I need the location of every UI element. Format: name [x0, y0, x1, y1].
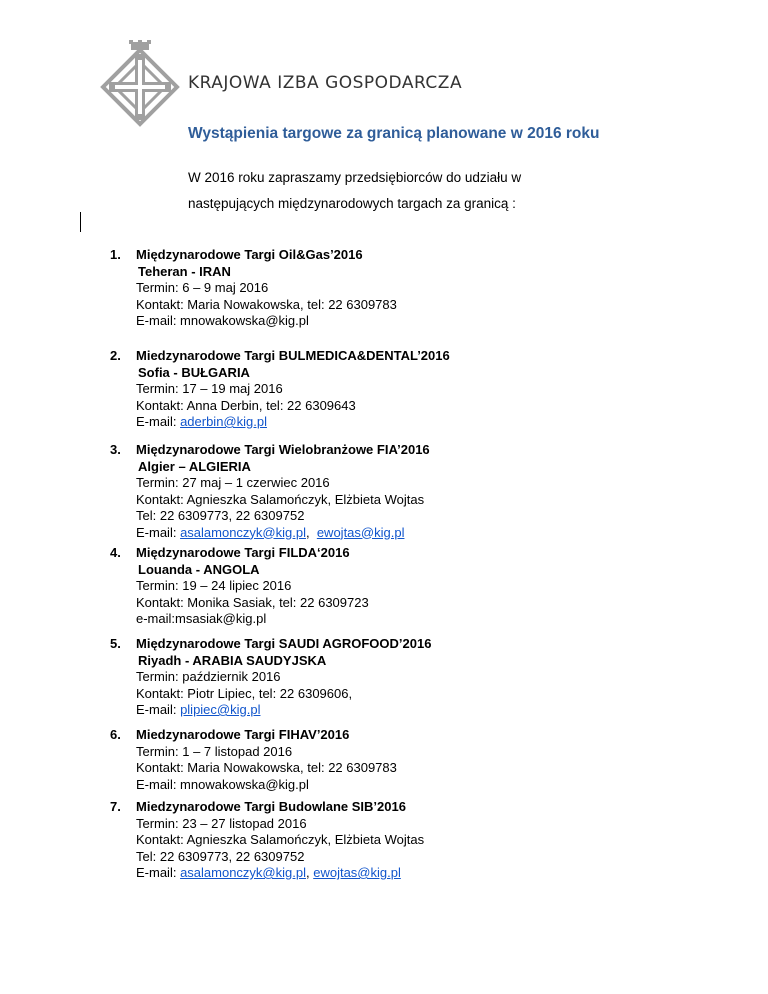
- fair-name: Międzynarodowe Targi SAUDI AGROFOOD’2016: [136, 636, 432, 651]
- email-label: E-mail:: [136, 865, 181, 880]
- fair-email: E-mail: mnowakowska@kig.pl: [136, 313, 309, 328]
- fair-city: Sofia - BUŁGARIA: [138, 364, 250, 380]
- fair-phone: Tel: 22 6309773, 22 6309752: [136, 508, 305, 523]
- email-separator: ,: [305, 524, 317, 540]
- page-title: Wystąpienia targowe za granicą planowane w 2016 roku: [188, 125, 600, 142]
- fair-contact: Kontakt: Agnieszka Salamończyk, Elżbieta Wojtas: [136, 491, 425, 507]
- fair-name: Miedzynarodowe Targi FIHAV’2016: [136, 727, 350, 742]
- fair-name: Międzynarodowe Targi Wielobranżowe FIA’2016: [136, 442, 430, 457]
- email-link[interactable]: plipiec@kig.pl: [180, 702, 261, 717]
- item-number: 5.: [110, 636, 121, 651]
- fair-contact: Kontakt: Anna Derbin, tel: 22 6309643: [136, 397, 356, 413]
- fair-name: Międzynarodowe Targi Oil&Gas’2016: [136, 247, 363, 262]
- fair-email: E-mail: mnowakowska@kig.pl: [136, 776, 309, 792]
- fair-name: Miedzynarodowe Targi BULMEDICA&DENTAL’2016: [136, 348, 450, 363]
- email-link-2[interactable]: ewojtas@kig.pl: [313, 865, 401, 880]
- fair-city: Riyadh - ARABIA SAUDYJSKA: [138, 652, 327, 668]
- fair-email: [136, 414, 450, 431]
- email-label: E-mail:: [136, 524, 181, 540]
- fair-date: Termin: październik 2016: [136, 669, 281, 684]
- text-cursor: [80, 212, 81, 232]
- organization-name: KRAJOWA IZBA GOSPODARCZA: [188, 73, 463, 93]
- fair-name: Miedzynarodowe Targi Budowlane SIB’2016: [136, 799, 406, 814]
- fair-date: Termin: 17 – 19 maj 2016: [136, 381, 283, 396]
- fair-date: Termin: 19 – 24 lipiec 2016: [136, 578, 292, 593]
- fair-name: Międzynarodowe Targi FILDA‘2016: [136, 545, 350, 560]
- fair-date: Termin: 23 – 27 listopad 2016: [136, 815, 307, 831]
- email-separator: ,: [305, 865, 314, 880]
- fair-email: [136, 525, 430, 542]
- fair-email: e-mail:msasiak@kig.pl: [136, 611, 267, 626]
- fair-contact: Kontakt: Maria Nowakowska, tel: 22 6309783: [136, 296, 397, 312]
- kig-logo-icon: [95, 40, 185, 130]
- item-number: 6.: [110, 727, 121, 742]
- email-link[interactable]: asalamonczyk@kig.pl: [180, 865, 306, 880]
- item-number: 7.: [110, 799, 121, 814]
- fair-date: Termin: 1 – 7 listopad 2016: [136, 743, 293, 759]
- fair-date: Termin: 6 – 9 maj 2016: [136, 280, 269, 295]
- fair-email: [136, 865, 424, 882]
- fair-city: Louanda - ANGOLA: [138, 561, 260, 577]
- email-link[interactable]: asalamonczyk@kig.pl: [180, 524, 306, 540]
- item-number: 2.: [110, 348, 121, 363]
- item-number: 4.: [110, 545, 121, 560]
- fair-phone: Tel: 22 6309773, 22 6309752: [136, 848, 305, 864]
- email-label: E-mail:: [136, 414, 181, 429]
- item-number: 1.: [110, 247, 121, 262]
- fair-city: Teheran - IRAN: [138, 263, 231, 279]
- fair-contact: Kontakt: Monika Sasiak, tel: 22 6309723: [136, 594, 369, 610]
- intro-text: W 2016 roku zapraszamy przedsiębiorców do udziału w następujących międzynarodowych targach za granicą :: [188, 170, 522, 211]
- email-link-2[interactable]: ewojtas@kig.pl: [316, 524, 405, 540]
- fair-city: Algier – ALGIERIA: [138, 458, 251, 474]
- fair-date: Termin: 27 maj – 1 czerwiec 2016: [136, 475, 330, 490]
- email-label: E-mail:: [136, 702, 181, 717]
- item-number: 3.: [110, 442, 121, 457]
- email-link[interactable]: aderbin@kig.pl: [180, 414, 267, 429]
- fair-contact: Kontakt: Piotr Lipiec, tel: 22 6309606,: [136, 685, 353, 701]
- fair-email: [136, 702, 431, 719]
- fair-contact: Kontakt: Agnieszka Salamończyk, Elżbieta Wojtas: [136, 832, 425, 847]
- fair-contact: Kontakt: Maria Nowakowska, tel: 22 6309783: [136, 760, 397, 775]
